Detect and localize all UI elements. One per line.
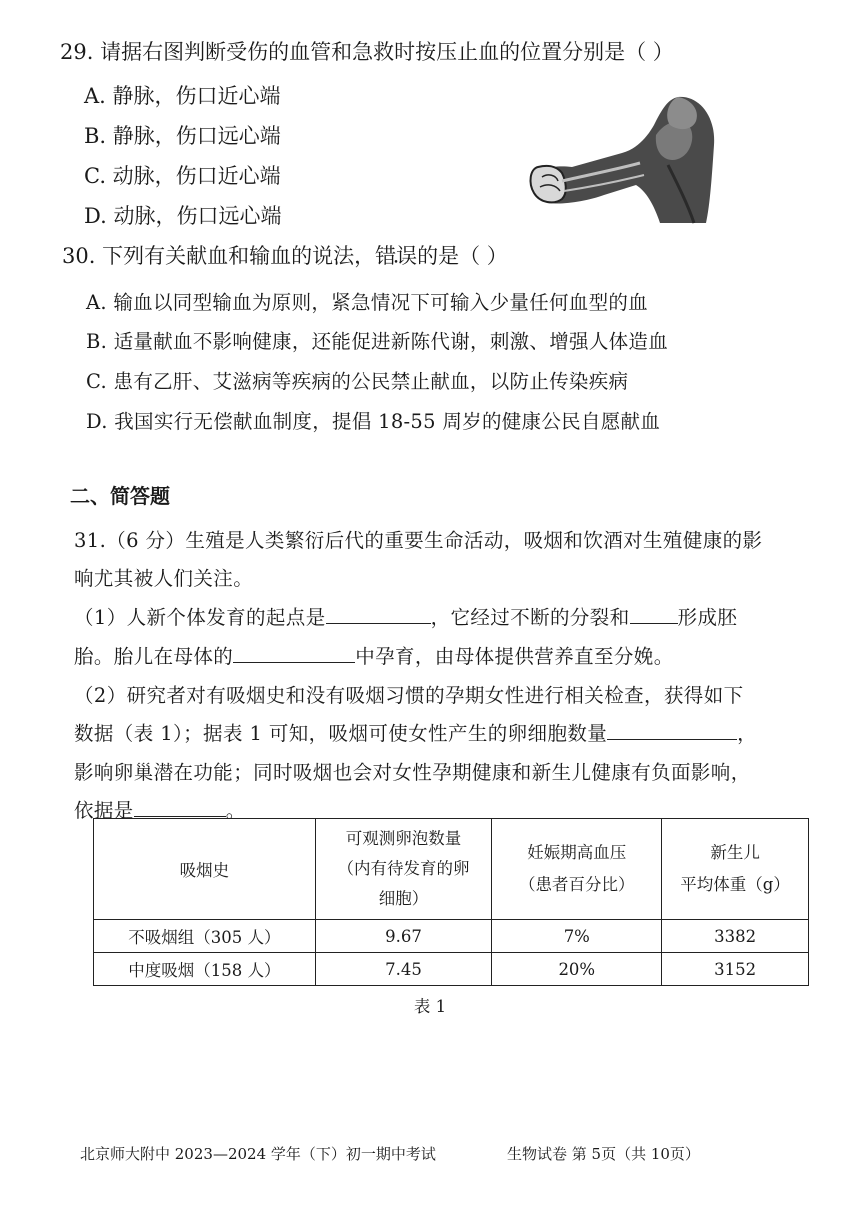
section-title: 二、简答题 <box>70 484 170 508</box>
header-weight-line1: 新生儿 <box>710 843 760 862</box>
header-newborn-weight <box>662 819 809 920</box>
q30-option-a: A. 输血以同型输血为原则，紧急情况下可输入少量任何血型的血 <box>86 291 648 314</box>
q31-p2-text-a: 数据（表 1）；据表 1 可知，吸烟可使女性产生的卵细胞数量 <box>74 722 608 745</box>
smoking-data-table <box>93 818 809 986</box>
blank-differentiation <box>630 605 678 624</box>
q31-part2-line2 <box>74 718 757 746</box>
header-hypertension-line1: 妊娠期高血压 <box>527 843 627 862</box>
table-caption: 表 1 <box>413 997 447 1016</box>
blank-egg-count <box>607 721 737 740</box>
q31-part1-line2 <box>74 641 674 669</box>
blank-organ <box>233 644 355 663</box>
row2-group: 中度吸烟（158 人） <box>94 953 316 986</box>
table-header-row <box>94 819 809 920</box>
q30-stem-emphasis: 错误 <box>375 244 418 268</box>
header-weight-line2: 平均体重（g） <box>680 875 790 894</box>
q31-part1-line1 <box>74 602 737 630</box>
row2-weight: 3152 <box>662 953 809 986</box>
row2-hypertension: 20% <box>492 953 662 986</box>
header-hypertension <box>492 819 662 920</box>
q31-p2-text-c: 依据是 <box>74 799 134 822</box>
q29-option-b: B. 静脉，伤口远心端 <box>84 124 281 148</box>
q31-p2-text-d: 。 <box>225 799 246 822</box>
header-follicle-line1: 可观测卵泡数量 <box>345 829 462 848</box>
q31-part2-line1: （2）研究者对有吸烟史和没有吸烟习惯的孕期女性进行相关检查，获得如下 <box>74 684 744 707</box>
blank-evidence <box>134 798 226 817</box>
row2-follicles: 7.45 <box>315 953 492 986</box>
q31-p1-text-e: 中孕育，由母体提供营养直至分娩。 <box>355 645 674 668</box>
header-smoking-history: 吸烟史 <box>94 819 316 920</box>
header-hypertension-line2: （患者百分比） <box>519 875 635 894</box>
row1-weight: 3382 <box>662 920 809 953</box>
row1-follicles: 9.67 <box>315 920 492 953</box>
q31-line1: 31.（6 分）生殖是人类繁衍后代的重要生命活动，吸烟和饮酒对生殖健康的影 <box>74 529 763 552</box>
header-follicle-count <box>315 819 492 920</box>
q31-p1-text-d: 胎。胎儿在母体的 <box>74 645 234 668</box>
q31-part2-line3: 影响卵巢潜在功能；同时吸烟也会对女性孕期健康和新生儿健康有负面影响， <box>74 761 751 784</box>
q29-stem: 29. 请据右图判断受伤的血管和急救时按压止血的位置分别是（ ） <box>60 40 674 64</box>
q30-stem-suffix: 的是（ ） <box>417 244 508 268</box>
table-row <box>94 953 809 986</box>
q31-p1-text-b: ，它经过不断的分裂和 <box>430 606 630 629</box>
header-follicle-line2: （内有待发育的卵 <box>337 859 470 878</box>
q29-option-c: C. 动脉，伤口近心端 <box>84 164 281 188</box>
q30-stem-prefix: 30. 下列有关献血和输血的说法， <box>62 244 376 268</box>
q29-option-a: A. 静脉，伤口近心端 <box>84 84 281 108</box>
q31-line2: 响尤其被人们关注。 <box>74 567 254 590</box>
footer-exam-title: 北京师大附中 2023—2024 学年（下）初一期中考试 <box>80 1145 436 1163</box>
table-row <box>94 920 809 953</box>
q29-option-d: D. 动脉，伤口远心端 <box>84 204 282 228</box>
q31-p1-text-c: 形成胚 <box>677 606 738 629</box>
injured-arm-illustration <box>528 95 718 225</box>
q30-option-d: D. 我国实行无偿献血制度，提倡 18-55 周岁的健康公民自愿献血 <box>86 410 661 433</box>
q30-option-b: B. 适量献血不影响健康，还能促进新陈代谢，刺激、增强人体造血 <box>86 330 669 353</box>
q30-stem <box>62 240 508 270</box>
row1-hypertension: 7% <box>492 920 662 953</box>
q30-option-c: C. 患有乙肝、艾滋病等疾病的公民禁止献血，以防止传染疾病 <box>86 370 629 393</box>
q31-p1-text-a: （1）人新个体发育的起点是 <box>74 606 326 629</box>
blank-origin <box>326 605 431 624</box>
header-follicle-line3: 细胞） <box>378 889 429 908</box>
footer-page-info: 生物试卷 第 5页（共 10页） <box>507 1145 700 1163</box>
q31-p2-text-b: ， <box>737 722 758 745</box>
row1-group: 不吸烟组（305 人） <box>94 920 316 953</box>
